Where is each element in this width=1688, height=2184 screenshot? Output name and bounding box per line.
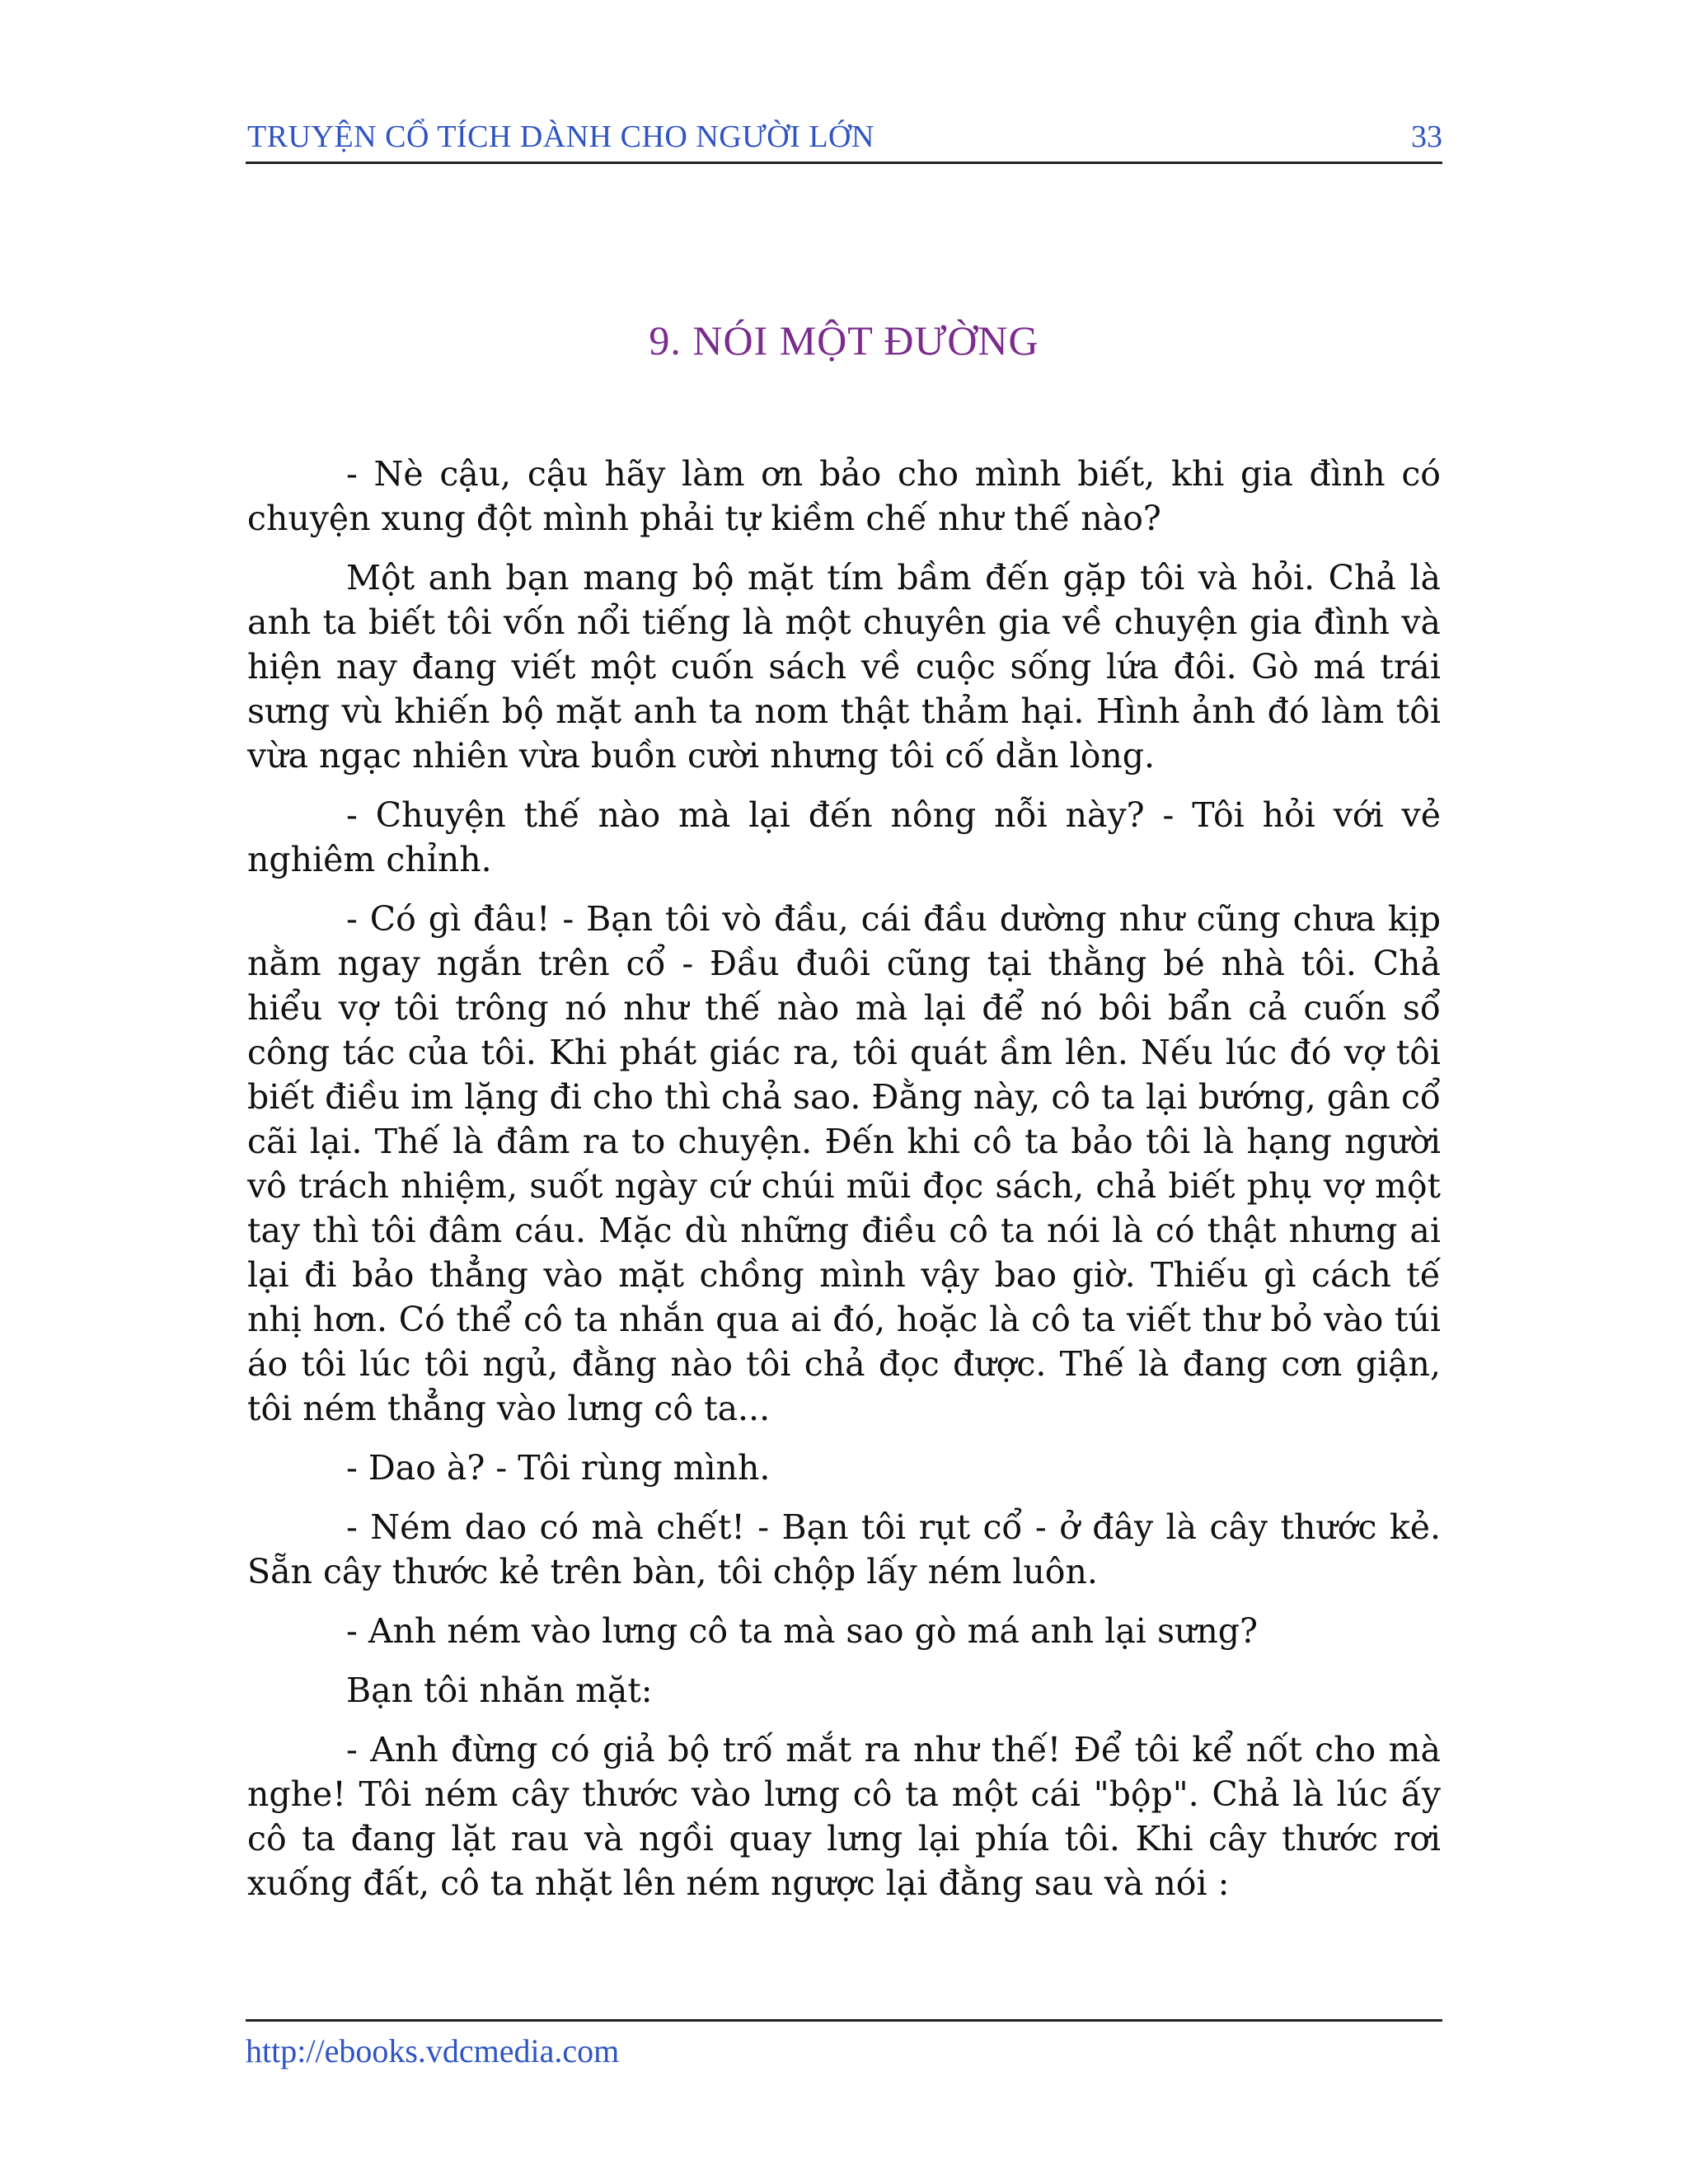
paragraph: - Anh ném vào lưng cô ta mà sao gò má anh lại sưng? [346, 1611, 1259, 1651]
paragraph: - Chuyện thế nào mà lại đến nông nỗi này? - Tôi hỏi với vẻ nghiêm chỉnh. [247, 795, 1441, 879]
page-footer [246, 2019, 1442, 2070]
paragraph: - Anh đừng có giả bộ trố mắt ra như thế! Để tôi kể nốt cho mà nghe! Tôi ném cây thước vào lưng cô ta một cái "bộp". Chả là lúc ấy cô ta đang lặt rau và ngồi quay lưng lại phía tôi. Khi cây thước rơi xuống đất, cô ta nhặt lên ném ngược lại đằng sau và nói : [247, 1730, 1441, 1903]
paragraph: Một anh bạn mang bộ mặt tím bầm đến gặp tôi và hỏi. Chả là anh ta biết tôi vốn nổi tiếng là một chuyên gia về chuyện gia đình và hiện nay đang viết một cuốn sách về cuộc sống lứa đôi. Gò má trái sưng vù khiến bộ mặt anh ta nom thật thảm hại. Hình ảnh đó làm tôi vừa ngạc nhiên vừa buồn cười nhưng tôi cố dằn lòng. [247, 558, 1441, 776]
paragraph: Bạn tôi nhăn mặt: [346, 1671, 653, 1710]
chapter-title: 9. NÓI MỘT ĐƯỜNG [649, 317, 1039, 363]
paragraph: - Ném dao có mà chết! - Bạn tôi rụt cổ - ở đây là cây thước kẻ. Sẵn cây thước kẻ trên bàn, tôi chộp lấy ném luôn. [247, 1507, 1441, 1591]
page-header [246, 115, 1442, 164]
paragraph: - Có gì đâu! - Bạn tôi vò đầu, cái đầu dường như cũng chưa kịp nằm ngay ngắn trên cổ - Đầu đuôi cũng tại thằng bé nhà tôi. Chả hiểu vợ tôi trông nó như thế nào mà lại để nó bôi bẩn cả cuốn sổ công tác của tôi. Khi phát giác ra, tôi quát ầm lên. Nếu lúc đó vợ tôi biết điều im lặng đi cho thì chả sao. Đằng này, cô ta lại bướng, gân cổ cãi lại. Thế là đâm ra to chuyện. Đến khi cô ta bảo tôi là hạng người vô trách nhiệm, suốt ngày cứ chúi mũi đọc sách, chả biết phụ vợ một tay thì tôi đâm cáu. Mặc dù những điều cô ta nói là có thật nhưng ai lại đi bảo thẳng vào mặt chồng mình vậy bao giờ. Thiếu gì cách tế nhị hơn. Có thể cô ta nhắn qua ai đó, hoặc là cô ta viết thư bỏ vào túi áo tôi lúc tôi ngủ, đằng nào tôi chả đọc được. Thế là đang cơn giận, tôi ném thẳng vào lưng cô ta... [247, 899, 1441, 1428]
paragraph: - Dao à? - Tôi rùng mình. [346, 1448, 771, 1488]
website-link[interactable]: http://ebooks.vdcmedia.com [246, 2032, 620, 2069]
page-number: 33 [1411, 120, 1442, 154]
paragraph: - Nè cậu, cậu hãy làm ơn bảo cho mình biết, khi gia đình có chuyện xung đột mình phải tự kiềm chế như thế nào? [247, 454, 1441, 538]
story-body [247, 452, 1441, 1920]
book-title: TRUYỆN CỔ TÍCH DÀNH CHO NGƯỜI LỚN [247, 120, 874, 154]
